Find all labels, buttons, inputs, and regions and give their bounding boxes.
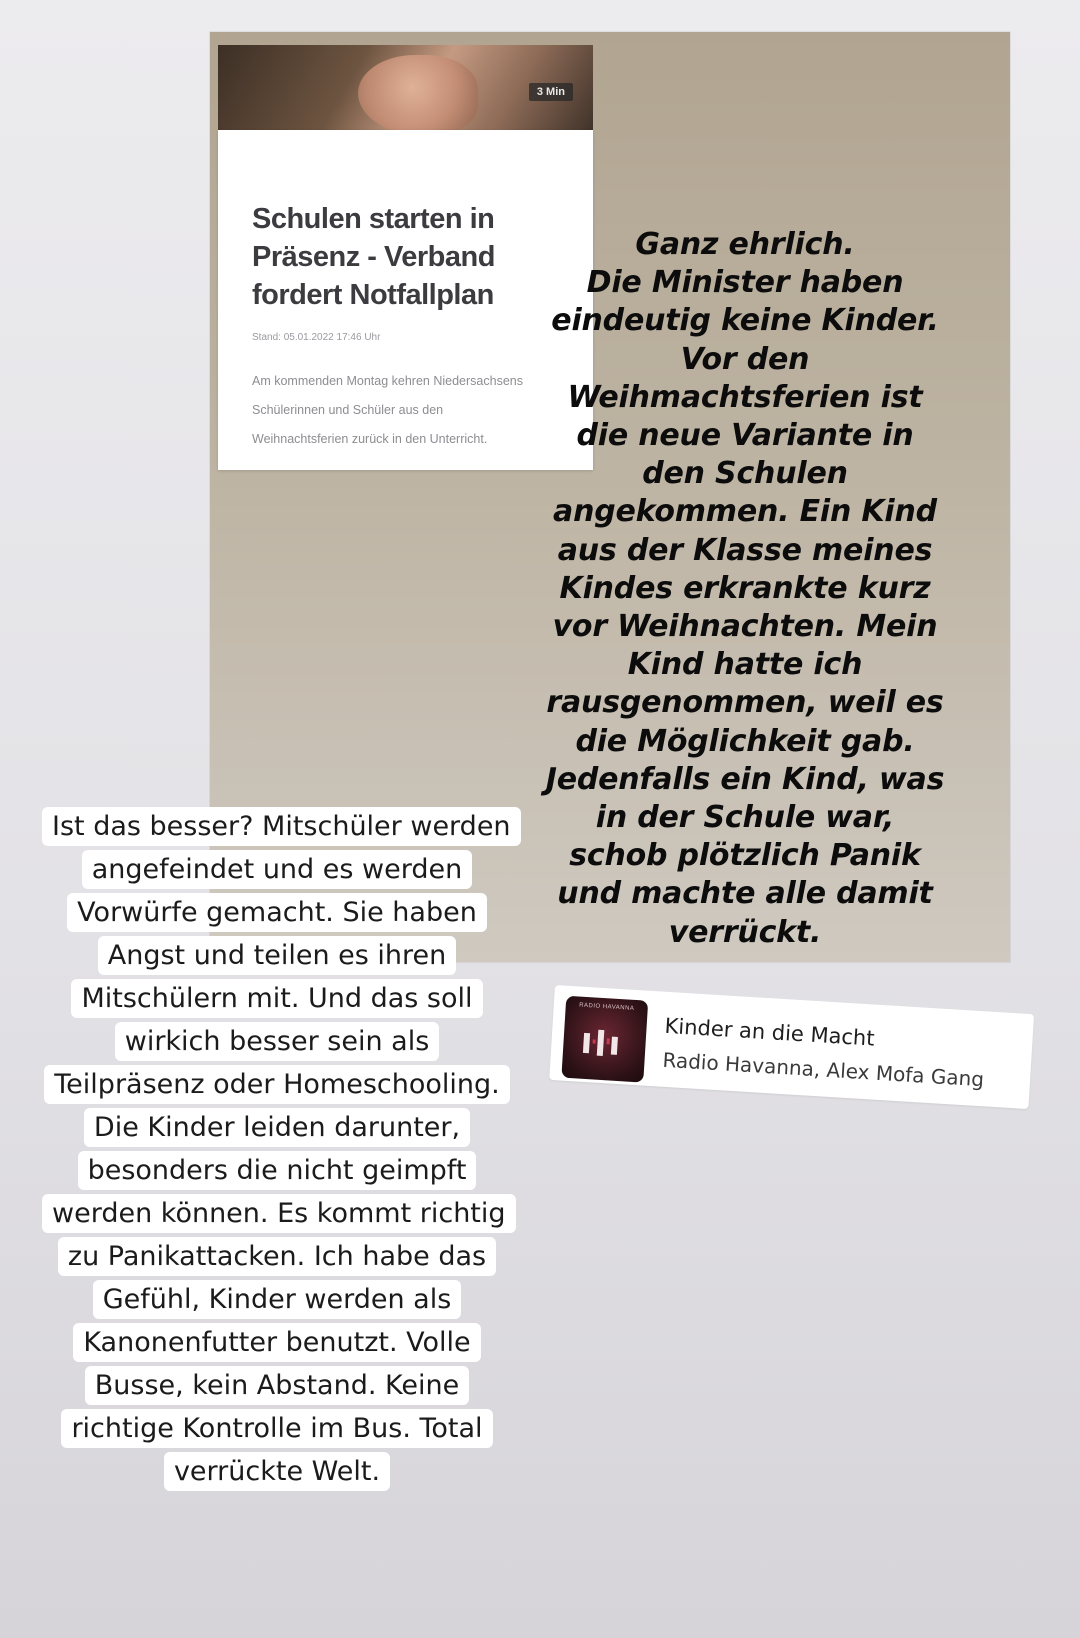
hand-photo-detail: [358, 55, 478, 135]
band-logo-icon: [579, 1027, 631, 1060]
story-caption: [42, 805, 512, 1493]
caption-text: Ist das besser? Mitschüler werden angefeindet und es werden Vorwürfe gemacht. Sie haben Angst und teilen es ihren Mitschülern mit. Und das soll wirkich besser sein als Teilpräsenz oder Homeschooling. Die Kinder leiden darunter, besonders die nicht geimpft werden können. Es kommt richtig zu Panikattacken. Ich habe das Gefühl, Kinder werden als Kanonenfutter benutzt. Volle Busse, kein Abstand. Keine richtige Kontrolle im Bus. Total verrückte Welt.: [42, 807, 521, 1491]
story-main-text: Ganz ehrlich. Die Minister haben eindeutig keine Kinder. Vor den Weihmachtsferien ist die neue Variante in den Schulen angekommen. Ein Kind aus der Klasse meines Kindes erkrankte kurz vor Weihnachten. Mein Kind hatte ich rausgenommen, weil es die Möglichkeit gab. Jedenfalls ein Kind, was in der Schule war, schob plötzlich Panik und machte alle damit verrückt.: [545, 227, 945, 950]
cover-label: RADIO HAVANNA: [578, 1002, 635, 1012]
article-timestamp: Stand: 05.01.2022 17:46 Uhr: [252, 332, 381, 343]
album-cover: [561, 996, 648, 1083]
song-artist: Radio Havanna, Alex Mofa Gang: [661, 1047, 985, 1092]
song-title: Kinder an die Macht: [663, 1013, 876, 1051]
article-teaser: Am kommenden Montag kehren Niedersachsens Schülerinnen und Schüler aus den Weihnachtsferien zurück in den Unterricht.: [252, 374, 523, 446]
music-sticker[interactable]: [549, 985, 1034, 1109]
reading-time-badge: 3 Min: [529, 83, 573, 101]
article-headline: Schulen starten in Präsenz - Verband fordert Notfallplan: [252, 203, 495, 311]
